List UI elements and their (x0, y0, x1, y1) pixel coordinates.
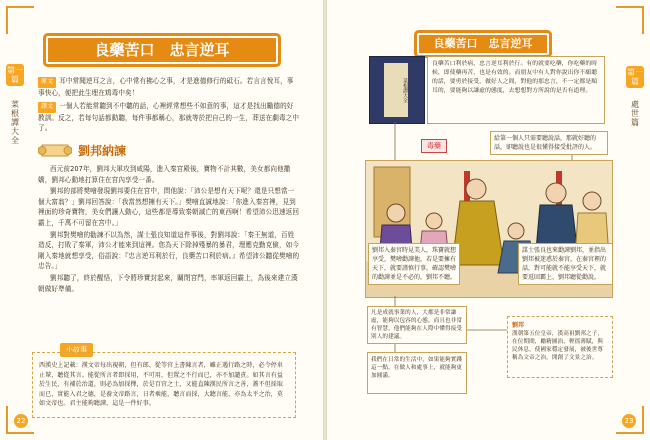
note-box-1 (367, 306, 467, 344)
left-page (0, 0, 323, 440)
translation-text: 一個人若能常聽到不中聽的話，心裡經常想些不如意的事，這才是找出勵德的好教訓。反之，若每句話都動聽，每件事都稱心，那就等於把自己的一生，葬送在劇毒之中了。 (38, 102, 300, 133)
book-side-title: 菜根譚大全 (11, 100, 19, 145)
page-title: 良藥苦口 忠言逆耳 (46, 36, 278, 64)
translation-text-block (38, 101, 300, 134)
corner-ornament (6, 6, 34, 34)
section-side-title: 處世篇 (631, 100, 639, 127)
page-title: 良藥苦口 忠言逆耳 (417, 33, 549, 55)
note-text-2: 我們在日常的生活中，如果能夠實踐這一點，在做人和處事上，就能夠更加圓滿。 (371, 357, 463, 379)
page-number: 22 (14, 414, 28, 428)
note-box-2 (367, 352, 467, 394)
story-paragraph: 劉邦的部將樊噲發現劉邦要住在宮中，問他說：「沛公是想有天下呢？還是只想當一個大富翁？」劉邦回答說：「我當然想擁有天下。」樊噲直誠地說：「你進入秦宮裡，見到裡面的珍奇寶物，美女們讓人動心，這些都是導致秦朝滅亡的東西啊！希望沛公迅速返回霸上，千萬不可留在宮中。」 (38, 187, 300, 227)
story-body (38, 164, 300, 294)
note-text-1: 凡是成就事業的人，大都是非常謙虛，能夠以包容的心態，而且也非常有智慧，他們能夠在人際中懂得接受別人的建議。 (371, 310, 463, 340)
callout-left: 劉邦入秦宮時見美人，珠寶就想享受，樊噲勸諫他，若是要擁有天下，就要謹慎行事，確認樊噲的勸諫並是不必的，劉邦不聽。 (368, 243, 460, 285)
translation-label: 譯文 (38, 102, 56, 113)
info-box-text: 漢朝第五位皇帝，漢高祖劉邦之子，在位期間，勵精圖治，輕徭薄賦，與民休息，使國家穩定發展，被後世尊稱為文帝之治，開創了文景之治。 (512, 331, 604, 361)
chapter-side-tab-label: 第一篇 (627, 68, 643, 86)
mini-story-box (32, 352, 296, 418)
scroll-icon (38, 141, 72, 159)
story-paragraph: 劉邦聽了，終於醒悟，下令將珍寶封起來，關閉宮門，率軍返回霸上，為後來建立漢朝做好準備。 (38, 273, 298, 293)
callout-top: 給第一個人只需要聽說話，那就好聽的話，卻聽說也是很懂得接受批評的人。 (490, 131, 608, 155)
story-title: 劉邦納諫 (78, 144, 127, 158)
chapter-side-tab (6, 64, 24, 86)
callout-right: 謀士張良也來勸諫劉邦，並指出劉邦被迷惑於秦宮，在秦宮裡的話，對可能就不能享受天下，就要返回霸上，劉邦聽從勸說。 (518, 243, 613, 285)
poison-tag: 毒藥 (421, 139, 447, 153)
book-cover-label: 菜根譚大全 (384, 63, 408, 117)
right-page (327, 0, 650, 440)
story-paragraph: 劉邦對樊噲的勸諫不以為然，謀士張良知道這件事後，對劉邦說：「秦王無道，百姓造反，打敗了秦軍，沛公才能來到這裡。您為天下除掉殘暴的暴君，理應克勤克儉，如今剛入秦地就想享受，俗語說：『忠言逆耳利於行，良藥苦口利於病。』希望沛公聽從樊噲的忠告。」 (38, 230, 300, 271)
page-number: 23 (622, 414, 636, 428)
original-label: 原文 (38, 77, 56, 88)
mini-story-tag: 小故事 (60, 343, 93, 357)
chapter-side-tab-label: 第一篇 (7, 66, 23, 84)
intro-text: 良藥苦口利於病，忠言逆耳利於行。有的就要吃藥，你吃藥的時候，即使藥再苦，也是有效的。而朋友中有人對你說出你不願聽的話，要勇於接受，做好人之間，對他的那忠言，不一定都是順耳的，要能夠以謙虛的態度，去想想對方所說的是否有道理。 (432, 61, 598, 94)
mini-story-text: 西漢史上記載：漢文帝每出視朝，但有郎、從等官上書陳言者，雖正遇行路之時，必令停車止輦，聽從其言。能從所言者即採用，不可用，但置之不行而已，亦不加譴責。如其言有益於生民，有補於治道，則必為加採擇，於是百官之士，又能直陳漢民所言之善，蓋不但採取而已，實能入君之德，是養文帝路言，日者乘能，聽言而採，大聽言能，亦為太平之治，莫如文帝也。君主能夠聽諫，這是一件好事。 (39, 362, 284, 407)
story-paragraph: 西元前207年，劉邦大軍攻到咸陽，進入秦宮殿後，寶物不計其數，美女都向他撒嬌，劉邦心動地打算住在宮內享受一番。 (38, 165, 291, 184)
info-box-title: 劉邦 (512, 322, 525, 329)
story-heading (38, 140, 300, 160)
original-text-block (38, 76, 300, 98)
info-box (507, 316, 613, 378)
original-text: 耳中常聞逆耳之言，心中常有拂心之事，才是進德修行的砥石。若言言悅耳，事事快心，便把此生埋在鴆毒中矣！ (38, 77, 294, 97)
